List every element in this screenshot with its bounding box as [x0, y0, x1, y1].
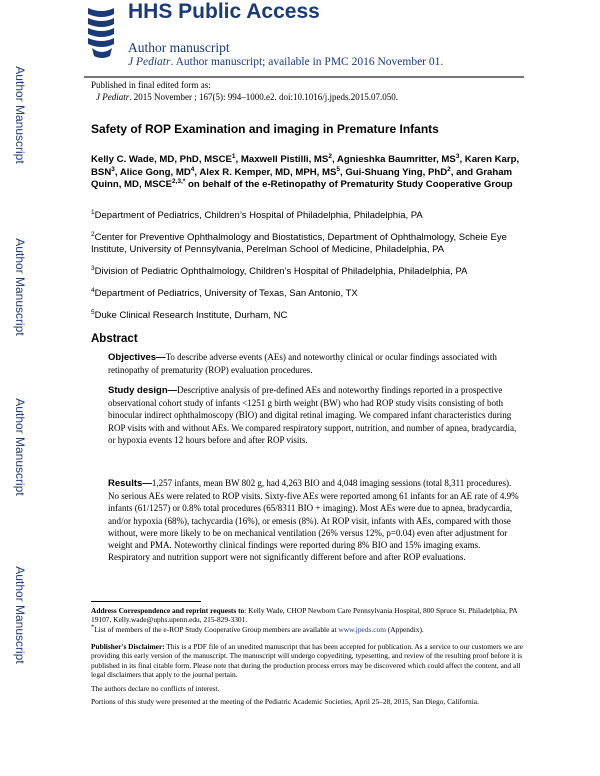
- publication-info: Published in final edited form as: J Pediatr. 2015 November ; 167(5): 994–1000.e2. doi:10.1016/j.jpeds.2015.07.050.: [91, 80, 398, 102]
- affiliations: [91, 210, 531, 332]
- abstract-study-design: Study design—Descriptive analysis of pre-defined AEs and noteworthy findings reported in a prospective observational cohort study of infants <1251 g birth weight (BW) who had ROP study visits consisting of both binocular indirect ophthalmoscopy (BIO) and digital retinal imaging. We compared infant characteristics during ROP visits with and without AEs. We compared respiratory support, nutrition, and number of apnea, bradycardia, or hypoxia events 12 hours before and after ROP visits.: [108, 385, 517, 445]
- footnote-publisher-disclaimer: Publisher's Disclaimer: This is a PDF file of an unedited manuscript that has been accepted for publication. As a service to our customers we are providing this early version of the manuscript. The manuscript will undergo copyediting, typesetting, and review of the resulting proof before it is published in its final citable form. Please note that during the production process errors may be discovered which could affect the content, and all legal disclaimers that apply to the journal pertain.: [91, 642, 523, 680]
- footnote-presented: Portions of this study were presented at the meeting of the Pediatric Academic Societies, April 25–28, 2015, San Diego, California.: [91, 697, 479, 706]
- author-manuscript-subtitle: Author manuscript: [128, 40, 230, 55]
- abstract-heading: Abstract: [91, 333, 138, 345]
- footnote-correspondence: Address Correspondence and reprint requests to: Kelly Wade, CHOP Newborn Care Pennsylvania Hospital, 800 Spruce St. Philadelphia, PA 19107, Kelly.wade@uphs.upenn.edu, 215-829-3301.: [91, 606, 518, 625]
- author-list: Kelly C. Wade, MD, PhD, MSCE$^1$, Maxwell Pistilli, $MS^2$, Agnieshka Baumritter, $MS^3$, Karen Karp, BSN$^3$, Alice Gong, $MD^4$, Alex R. Kemper, MD, MPH, $MS^5$, Gui-Shuang Ying, PhD$^2$, and Graham Quinn, MD, $MSCE^{2,3,*}$ on behalf of the e-Retinopathy of Prematurity Study Cooperative Group: [91, 152, 520, 190]
- jpeds-link[interactable]: www.jpeds.com: [338, 625, 386, 634]
- side-label-author-manuscript: Author Manuscript: [13, 398, 27, 496]
- affiliation: $^3$Division of Pediatric Ophthalmology, Children’s Hospital of Philadelphia, Philadelphia, PA: [91, 264, 468, 277]
- header-divider: [84, 76, 524, 78]
- availability-line: J Pediatr. Author manuscript; available in PMC 2016 November 01.: [128, 56, 444, 68]
- affiliation: $^1$Department of Pediatrics, Children’s Hospital of Philadelphia, Philadelphia, PA: [91, 208, 423, 221]
- article-title: Safety of ROP Examination and imaging in Premature Infants: [91, 122, 439, 136]
- side-label-author-manuscript: Author Manuscript: [13, 238, 27, 336]
- hhs-eagle-logo-icon: [84, 4, 118, 60]
- footnote-divider: [91, 601, 201, 602]
- affiliation: $^5$Duke Clinical Research Institute, Durham, NC: [91, 308, 288, 321]
- footnote-study-group: *List of members of the e-ROP Study Cooperative Group members are available at www.jpeds.com (Appendix).: [91, 623, 424, 634]
- side-label-author-manuscript: Author Manuscript: [13, 566, 27, 664]
- hhs-public-access-title: HHS Public Access: [128, 0, 320, 23]
- footnote-conflicts: The authors declare no conflicts of interest.: [91, 684, 220, 693]
- abstract-objectives: Objectives—To describe adverse events (AEs) and noteworthy clinical or ocular findings associated with retinopathy of prematurity (ROP) evaluation procedures.: [108, 352, 497, 376]
- side-label-author-manuscript: Author Manuscript: [13, 66, 27, 164]
- abstract-results: Results—1,257 infants, mean BW 802 g, had 4,263 BIO and 4,048 imaging sessions (total 8,311 procedures). No serious AEs were related to ROP visits. Sixty-five AEs were reported among 61 infants for an AE rate of 4.9% infants (61/1257) or 0.8% total procedures (65/8311 BIO + imaging). Most AEs were due to apnea, bradycardia, and/or hypoxia (68%), tachycardia (16%), or emesis (8%). At ROP visit, infants with AEs, compared with those without, were more likely to be on mechanical ventilation (26% versus 12%, p=0.04) even after adjustment for weight and PMA. Noteworthy clinical findings were reported during 8% BIO and 15% imaging exams. Respiratory and nutrition support were not significantly different before and after ROP evaluations.: [108, 478, 519, 563]
- affiliation: $^4$Department of Pediatrics, University of Texas, San Antonio, TX: [91, 286, 358, 299]
- affiliation: $^2$Center for Preventive Ophthalmology and Biostatistics, Department of Ophthalmology, Scheie Eye Institute, University of Pennsylvania, Perelman School of Medicine, Philadelphia, PA: [91, 230, 507, 255]
